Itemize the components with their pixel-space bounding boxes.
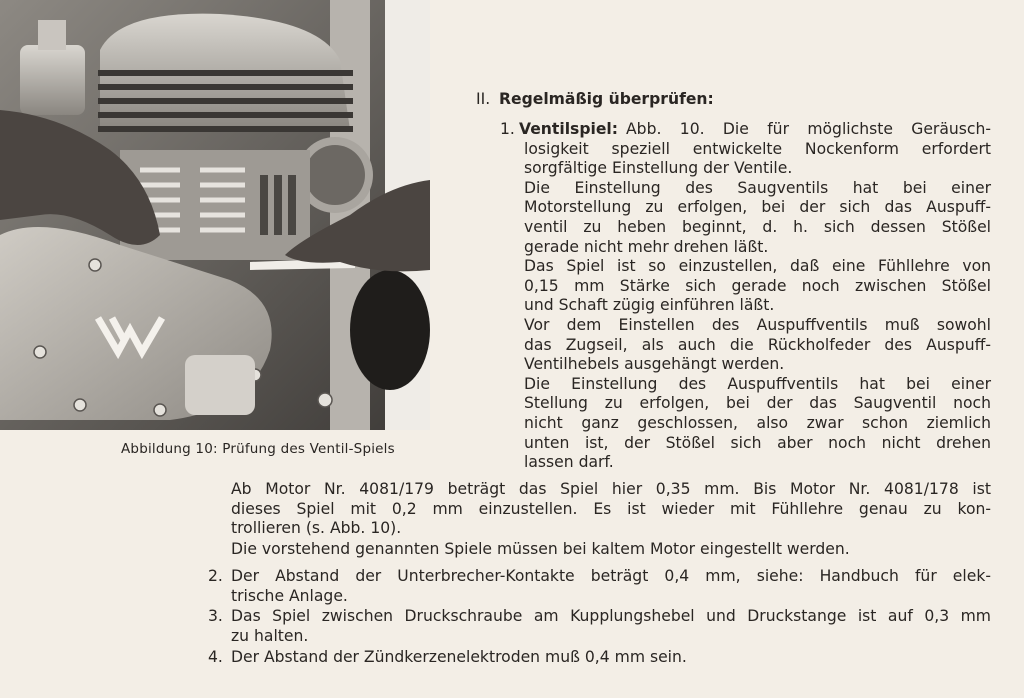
text-line: Ab Motor Nr. 4081/179 beträgt das Spiel hier 0,35 mm. Bis Motor Nr. 4081/178 ist xyxy=(231,480,991,498)
text-line: sorgfältige Einstellung der Ventile. xyxy=(524,159,793,178)
engine-illustration xyxy=(0,0,430,430)
carburettor xyxy=(20,45,85,115)
text-line: Stellung zu erfolgen, bei der das Saugventil noch xyxy=(524,394,991,413)
magneto xyxy=(185,355,255,415)
section-number: II. xyxy=(476,90,491,108)
text-line: Das Spiel ist so einzustellen, daß eine Fühllehre von xyxy=(524,257,991,276)
engine-photo xyxy=(0,0,430,430)
item-number: 2. xyxy=(208,567,223,585)
text-line: ventil zu heben beginnt, d. h. sich dessen Stößel xyxy=(524,218,991,236)
item-number: 3. xyxy=(208,607,223,625)
text-line: gerade nicht mehr drehen läßt. xyxy=(524,237,769,256)
text-line: das Zugseil, als auch die Rückholfeder des Auspuff- xyxy=(524,335,991,354)
text-line: Der Abstand der Unterbrecher-Kontakte beträgt 0,4 mm, siehe: Handbuch für elek- xyxy=(231,567,991,585)
text-line: Die Einstellung des Saugventils hat bei einer xyxy=(524,178,991,197)
text-line: lassen darf. xyxy=(524,453,614,472)
text-line: trische Anlage. xyxy=(231,586,348,605)
text-line: Abb. 10. Die für möglichste Geräusch- xyxy=(626,120,991,138)
item-label: Ventilspiel: xyxy=(519,120,618,138)
text-line: Ventilhebels ausgehängt werden. xyxy=(524,355,785,374)
text-line: zu halten. xyxy=(231,626,309,645)
text-line: losigkeit speziell entwickelte Nockenform erfordert xyxy=(524,139,991,158)
text-line: Die vorstehend genannten Spiele müssen bei kaltem Motor eingestellt werden. xyxy=(231,540,850,558)
text-line: trollieren (s. Abb. 10). xyxy=(231,519,402,538)
text-line: unten ist, der Stößel sich aber noch nicht drehen xyxy=(524,433,991,452)
section-heading: Regelmäßig überprüfen: xyxy=(499,90,714,108)
text-line: Die Einstellung des Auspuffventils hat bei einer xyxy=(524,374,991,393)
text-line: nicht ganz geschlossen, also zwar schon ziemlich xyxy=(524,414,991,432)
text-line: Vor dem Einstellen des Auspuffventils muß sowohl xyxy=(524,316,991,334)
text-line: und Schaft zügig einführen läßt. xyxy=(524,296,775,315)
text-line: Motorstellung zu erfolgen, bei der sich das Auspuff- xyxy=(524,198,991,217)
item-number: 4. xyxy=(208,648,223,666)
figure-caption: Abbildung 10: Prüfung des Ventil-Spiels xyxy=(121,441,395,457)
text-line: 0,15 mm Stärke sich gerade noch zwischen Stößel xyxy=(524,276,991,295)
text-line: dieses Spiel mit 0,2 mm einzustellen. Es ist wieder mit Fühllehre genau zu kon- xyxy=(231,499,991,518)
text-line: Der Abstand der Zündkerzenelektroden muß 0,4 mm sein. xyxy=(231,648,687,666)
text-line: Das Spiel zwischen Druckschraube am Kupplungshebel und Druckstange ist auf 0,3 mm xyxy=(231,607,991,625)
item-number: 1. xyxy=(500,120,515,138)
